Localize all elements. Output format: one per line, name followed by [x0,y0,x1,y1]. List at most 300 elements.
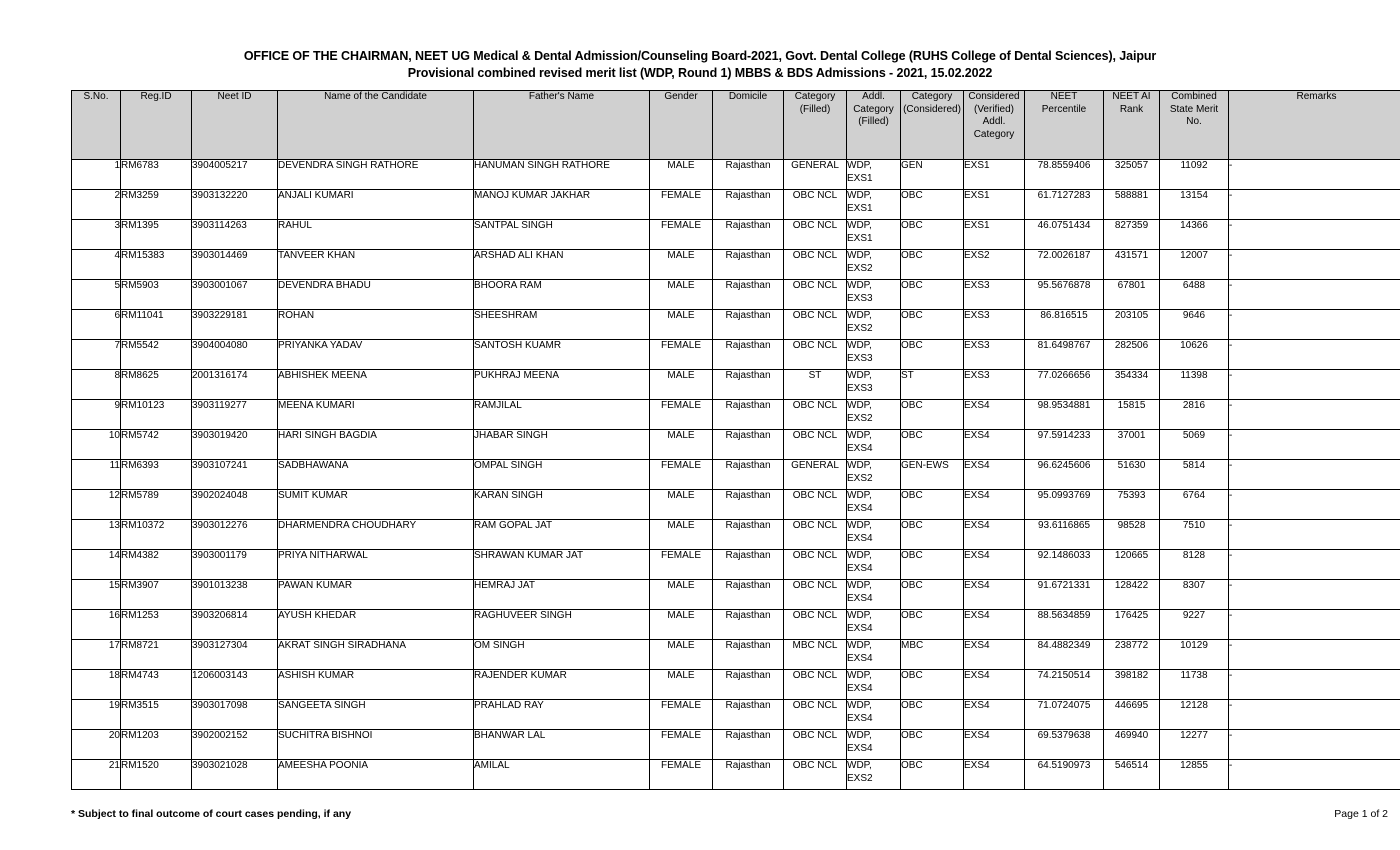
table-body [72,160,1400,790]
cell-neet-id: 3902024048 [192,490,278,520]
cell-category-considered: OBC [901,430,964,460]
table-row [72,670,1400,700]
cell-addl-category-filled [847,610,901,640]
cell-domicile: Rajasthan [713,220,784,250]
cell-reg-id: RM5903 [121,280,192,310]
cell-domicile: Rajasthan [713,310,784,340]
cell-fathers-name: PRAHLAD RAY [474,700,650,730]
cell-category-filled: OBC NCL [784,430,847,460]
cell-line: WDP, [847,550,872,561]
column-header-category-considered [901,91,964,160]
cell-fathers-name: RAM GOPAL JAT [474,520,650,550]
cell-reg-id: RM8721 [121,640,192,670]
cell-fathers-name: ARSHAD ALI KHAN [474,250,650,280]
cell-addl-category-filled [847,520,901,550]
table-row [72,190,1400,220]
cell-category-filled: OBC NCL [784,220,847,250]
column-header-considered-verified [964,91,1025,160]
cell-candidate-name: DEVENDRA SINGH RATHORE [278,160,474,190]
table-row [72,700,1400,730]
cell-sno: 3 [72,220,121,250]
cell-neet-id: 3903127304 [192,640,278,670]
cell-candidate-name: HARI SINGH BAGDIA [278,430,474,460]
cell-neet-percentile: 78.8559406 [1025,160,1104,190]
cell-gender: MALE [650,490,713,520]
cell-line: EXS4 [847,502,873,514]
cell-combined-state-merit: 10129 [1160,640,1229,670]
cell-candidate-name: SUMIT KUMAR [278,490,474,520]
cell-line: WDP, [847,460,872,471]
cell-remarks: - [1229,700,1400,730]
cell-combined-state-merit: 8307 [1160,580,1229,610]
cell-reg-id: RM15383 [121,250,192,280]
table-row [72,280,1400,310]
cell-sno: 4 [72,250,121,280]
cell-category-filled: OBC NCL [784,340,847,370]
cell-neet-id: 3904005217 [192,160,278,190]
cell-category-considered: OBC [901,340,964,370]
cell-neet-percentile: 61.7127283 [1025,190,1104,220]
cell-gender: FEMALE [650,340,713,370]
cell-fathers-name: MANOJ KUMAR JAKHAR [474,190,650,220]
column-header-line: NEET AI [1112,91,1151,102]
cell-neet-percentile: 77.0266656 [1025,370,1104,400]
cell-gender: MALE [650,610,713,640]
cell-reg-id: RM5742 [121,430,192,460]
cell-reg-id: RM1203 [121,730,192,760]
cell-gender: MALE [650,640,713,670]
cell-category-filled: OBC NCL [784,190,847,220]
cell-gender: MALE [650,430,713,460]
cell-category-filled: ST [784,370,847,400]
cell-fathers-name: OMPAL SINGH [474,460,650,490]
cell-line: WDP, [847,700,872,711]
cell-domicile: Rajasthan [713,520,784,550]
cell-considered-verified: EXS3 [964,280,1025,310]
cell-considered-verified: EXS4 [964,430,1025,460]
cell-gender: MALE [650,280,713,310]
cell-line: EXS3 [847,292,873,304]
cell-neet-ai-rank: 51630 [1104,460,1160,490]
column-header-line: Percentile [1041,103,1087,115]
table-row [72,250,1400,280]
cell-sno: 7 [72,340,121,370]
cell-category-filled: MBC NCL [784,640,847,670]
cell-reg-id: RM5542 [121,340,192,370]
cell-sno: 12 [72,490,121,520]
column-header-line: Addl. [862,91,885,102]
cell-line: WDP, [847,400,872,411]
table-row [72,490,1400,520]
cell-domicile: Rajasthan [713,280,784,310]
cell-remarks: - [1229,610,1400,640]
cell-fathers-name: SHEESHRAM [474,310,650,340]
cell-domicile: Rajasthan [713,700,784,730]
cell-candidate-name: PRIYA NITHARWAL [278,550,474,580]
cell-category-filled: OBC NCL [784,490,847,520]
cell-neet-id: 3903012276 [192,520,278,550]
cell-candidate-name: AMEESHA POONIA [278,760,474,790]
cell-neet-ai-rank: 98528 [1104,520,1160,550]
table-header [72,91,1400,160]
cell-line: EXS2 [847,322,873,334]
cell-sno: 5 [72,280,121,310]
column-header-line: Category [911,91,953,102]
cell-line: WDP, [847,730,872,741]
cell-domicile: Rajasthan [713,370,784,400]
cell-addl-category-filled [847,580,901,610]
cell-addl-category-filled [847,460,901,490]
cell-fathers-name: JHABAR SINGH [474,430,650,460]
column-header-sno: S.No. [72,91,121,160]
cell-considered-verified: EXS3 [964,340,1025,370]
cell-gender: FEMALE [650,400,713,430]
table-row [72,220,1400,250]
cell-line: EXS4 [847,622,873,634]
cell-neet-id: 3903001179 [192,550,278,580]
cell-neet-id: 3903229181 [192,310,278,340]
cell-candidate-name: SANGEETA SINGH [278,700,474,730]
cell-gender: FEMALE [650,460,713,490]
cell-combined-state-merit: 14366 [1160,220,1229,250]
document-header [0,0,1400,82]
cell-fathers-name: KARAN SINGH [474,490,650,520]
cell-candidate-name: AKRAT SINGH SIRADHANA [278,640,474,670]
cell-reg-id: RM6783 [121,160,192,190]
cell-category-filled: OBC NCL [784,730,847,760]
cell-considered-verified: EXS1 [964,220,1025,250]
cell-line: WDP, [847,190,872,201]
cell-line: WDP, [847,610,872,621]
cell-candidate-name: MEENA KUMARI [278,400,474,430]
footnote-text: * Subject to final outcome of court cases pending, if any [71,808,352,820]
cell-fathers-name: BHANWAR LAL [474,730,650,760]
cell-sno: 18 [72,670,121,700]
cell-candidate-name: ANJALI KUMARI [278,190,474,220]
cell-line: WDP, [847,670,872,681]
cell-candidate-name: ROHAN [278,310,474,340]
cell-combined-state-merit: 9646 [1160,310,1229,340]
cell-addl-category-filled [847,190,901,220]
cell-neet-percentile: 95.0993769 [1025,490,1104,520]
cell-fathers-name: SHRAWAN KUMAR JAT [474,550,650,580]
cell-fathers-name: SANTOSH KUAMR [474,340,650,370]
cell-neet-id: 3903019420 [192,430,278,460]
cell-sno: 6 [72,310,121,340]
cell-neet-id: 1206003143 [192,670,278,700]
cell-neet-percentile: 81.6498767 [1025,340,1104,370]
cell-neet-ai-rank: 128422 [1104,580,1160,610]
cell-gender: MALE [650,670,713,700]
cell-considered-verified: EXS4 [964,760,1025,790]
table-row [72,520,1400,550]
cell-neet-id: 3903001067 [192,280,278,310]
cell-combined-state-merit: 11092 [1160,160,1229,190]
cell-reg-id: RM10372 [121,520,192,550]
cell-gender: MALE [650,520,713,550]
cell-addl-category-filled [847,370,901,400]
cell-considered-verified: EXS1 [964,160,1025,190]
cell-gender: MALE [650,160,713,190]
cell-neet-ai-rank: 588881 [1104,190,1160,220]
cell-domicile: Rajasthan [713,550,784,580]
cell-considered-verified: EXS4 [964,640,1025,670]
page-number: Page 1 of 2 [1334,808,1388,820]
cell-neet-id: 3903206814 [192,610,278,640]
cell-line: EXS4 [847,652,873,664]
cell-neet-percentile: 95.5676878 [1025,280,1104,310]
page-footer [71,808,1388,820]
cell-addl-category-filled [847,730,901,760]
table-row [72,460,1400,490]
cell-reg-id: RM1395 [121,220,192,250]
cell-remarks: - [1229,520,1400,550]
cell-line: EXS4 [847,712,873,724]
cell-neet-id: 3902002152 [192,730,278,760]
cell-gender: FEMALE [650,700,713,730]
cell-sno: 17 [72,640,121,670]
cell-domicile: Rajasthan [713,760,784,790]
cell-candidate-name: SADBHAWANA [278,460,474,490]
cell-remarks: - [1229,550,1400,580]
cell-remarks: - [1229,670,1400,700]
cell-neet-percentile: 97.5914233 [1025,430,1104,460]
cell-remarks: - [1229,340,1400,370]
cell-domicile: Rajasthan [713,430,784,460]
cell-sno: 2 [72,190,121,220]
table-row [72,370,1400,400]
cell-neet-percentile: 71.0724075 [1025,700,1104,730]
cell-domicile: Rajasthan [713,340,784,370]
column-header-neet-percentile [1025,91,1104,160]
cell-neet-percentile: 72.0026187 [1025,250,1104,280]
cell-remarks: - [1229,190,1400,220]
cell-remarks: - [1229,310,1400,340]
cell-line: EXS4 [847,742,873,754]
cell-combined-state-merit: 5069 [1160,430,1229,460]
cell-neet-id: 2001316174 [192,370,278,400]
cell-considered-verified: EXS4 [964,670,1025,700]
cell-category-filled: OBC NCL [784,400,847,430]
cell-line: EXS4 [847,532,873,544]
cell-remarks: - [1229,460,1400,490]
cell-category-considered: OBC [901,400,964,430]
cell-gender: FEMALE [650,550,713,580]
cell-line: EXS2 [847,412,873,424]
cell-combined-state-merit: 7510 [1160,520,1229,550]
cell-reg-id: RM3259 [121,190,192,220]
cell-category-considered: OBC [901,250,964,280]
cell-neet-ai-rank: 827359 [1104,220,1160,250]
cell-remarks: - [1229,430,1400,460]
cell-reg-id: RM4743 [121,670,192,700]
cell-reg-id: RM1520 [121,760,192,790]
cell-addl-category-filled [847,700,901,730]
cell-considered-verified: EXS3 [964,370,1025,400]
cell-neet-ai-rank: 325057 [1104,160,1160,190]
cell-line: EXS1 [847,232,873,244]
cell-combined-state-merit: 5814 [1160,460,1229,490]
cell-neet-id: 3903119277 [192,400,278,430]
cell-addl-category-filled [847,490,901,520]
cell-line: EXS2 [847,772,873,784]
cell-line: WDP, [847,760,872,771]
column-header-line: (Filled) [799,103,831,115]
cell-reg-id: RM4382 [121,550,192,580]
cell-neet-percentile: 98.9534881 [1025,400,1104,430]
column-header-category-filled [784,91,847,160]
cell-neet-ai-rank: 354334 [1104,370,1160,400]
table-row [72,610,1400,640]
column-header-neet-id: Neet ID [192,91,278,160]
table-row [72,340,1400,370]
cell-neet-ai-rank: 546514 [1104,760,1160,790]
cell-gender: FEMALE [650,730,713,760]
cell-fathers-name: BHOORA RAM [474,280,650,310]
cell-neet-ai-rank: 120665 [1104,550,1160,580]
cell-reg-id: RM5789 [121,490,192,520]
cell-category-considered: OBC [901,490,964,520]
cell-neet-ai-rank: 282506 [1104,340,1160,370]
cell-line: WDP, [847,580,872,591]
cell-combined-state-merit: 12277 [1160,730,1229,760]
cell-domicile: Rajasthan [713,580,784,610]
document-title-line-1: OFFICE OF THE CHAIRMAN, NEET UG Medical & Dental Admission/Counseling Board-2021, Govt. Dental College (RUHS College of Dental Sciences), Jaipur [243,49,1157,63]
document-title-line-2: Provisional combined revised merit list (WDP, Round 1) MBBS & BDS Admissions - 2021, 15.02.2022 [407,66,993,80]
cell-combined-state-merit: 12128 [1160,700,1229,730]
cell-sno: 20 [72,730,121,760]
cell-category-considered: GEN [901,160,964,190]
cell-combined-state-merit: 2816 [1160,400,1229,430]
cell-fathers-name: RAJENDER KUMAR [474,670,650,700]
cell-category-considered: OBC [901,280,964,310]
cell-remarks: - [1229,730,1400,760]
cell-domicile: Rajasthan [713,490,784,520]
cell-neet-percentile: 88.5634859 [1025,610,1104,640]
cell-neet-ai-rank: 238772 [1104,640,1160,670]
cell-category-considered: OBC [901,760,964,790]
cell-sno: 16 [72,610,121,640]
cell-neet-ai-rank: 203105 [1104,310,1160,340]
cell-sno: 19 [72,700,121,730]
cell-addl-category-filled [847,280,901,310]
cell-gender: FEMALE [650,760,713,790]
cell-category-filled: GENERAL [784,160,847,190]
cell-line: EXS2 [847,262,873,274]
cell-fathers-name: HEMRAJ JAT [474,580,650,610]
cell-remarks: - [1229,760,1400,790]
cell-reg-id: RM10123 [121,400,192,430]
cell-category-considered: GEN-EWS [901,460,964,490]
cell-line: EXS1 [847,202,873,214]
cell-category-filled: OBC NCL [784,610,847,640]
table-row [72,550,1400,580]
cell-combined-state-merit: 6488 [1160,280,1229,310]
column-header-line: Combined [1171,91,1217,102]
table-header-row [72,91,1400,160]
cell-remarks: - [1229,160,1400,190]
cell-line: WDP, [847,430,872,441]
cell-addl-category-filled [847,760,901,790]
cell-neet-ai-rank: 67801 [1104,280,1160,310]
cell-category-filled: OBC NCL [784,250,847,280]
cell-neet-id: 3904004080 [192,340,278,370]
column-header-line: (Verified) [973,103,1014,115]
cell-neet-percentile: 46.0751434 [1025,220,1104,250]
cell-neet-percentile: 74.2150514 [1025,670,1104,700]
cell-considered-verified: EXS4 [964,550,1025,580]
cell-addl-category-filled [847,160,901,190]
cell-remarks: - [1229,370,1400,400]
cell-domicile: Rajasthan [713,160,784,190]
cell-domicile: Rajasthan [713,670,784,700]
cell-category-considered: OBC [901,670,964,700]
cell-fathers-name: RAMJILAL [474,400,650,430]
cell-neet-percentile: 84.4882349 [1025,640,1104,670]
merit-table-container [0,90,1400,790]
column-header-line: Category [973,128,1015,140]
cell-neet-ai-rank: 75393 [1104,490,1160,520]
cell-combined-state-merit: 10626 [1160,340,1229,370]
cell-domicile: Rajasthan [713,400,784,430]
cell-considered-verified: EXS2 [964,250,1025,280]
cell-combined-state-merit: 13154 [1160,190,1229,220]
column-header-line: (Considered) [903,103,961,115]
cell-remarks: - [1229,280,1400,310]
cell-remarks: - [1229,580,1400,610]
cell-category-considered: OBC [901,700,964,730]
cell-neet-id: 3903017098 [192,700,278,730]
cell-neet-percentile: 64.5190973 [1025,760,1104,790]
cell-category-considered: OBC [901,610,964,640]
cell-line: WDP, [847,160,872,171]
cell-domicile: Rajasthan [713,640,784,670]
cell-neet-ai-rank: 446695 [1104,700,1160,730]
cell-sno: 9 [72,400,121,430]
table-row [72,400,1400,430]
cell-category-considered: OBC [901,520,964,550]
column-header-line: Category [794,91,836,102]
cell-sno: 14 [72,550,121,580]
table-row [72,160,1400,190]
cell-line: WDP, [847,340,872,351]
column-header-neet-ai-rank [1104,91,1160,160]
cell-addl-category-filled [847,400,901,430]
cell-reg-id: RM3907 [121,580,192,610]
cell-gender: FEMALE [650,190,713,220]
cell-combined-state-merit: 11398 [1160,370,1229,400]
merit-list-table [71,90,1400,790]
cell-category-filled: GENERAL [784,460,847,490]
cell-line: WDP, [847,490,872,501]
cell-line: EXS3 [847,352,873,364]
cell-reg-id: RM8625 [121,370,192,400]
cell-addl-category-filled [847,250,901,280]
column-header-line: Rank [1119,103,1144,115]
cell-remarks: - [1229,250,1400,280]
cell-considered-verified: EXS4 [964,610,1025,640]
cell-line: EXS4 [847,562,873,574]
cell-fathers-name: SANTPAL SINGH [474,220,650,250]
cell-line: EXS2 [847,472,873,484]
cell-sno: 13 [72,520,121,550]
cell-neet-percentile: 69.5379638 [1025,730,1104,760]
table-row [72,730,1400,760]
cell-candidate-name: PAWAN KUMAR [278,580,474,610]
cell-sno: 11 [72,460,121,490]
cell-line: WDP, [847,220,872,231]
cell-neet-ai-rank: 176425 [1104,610,1160,640]
